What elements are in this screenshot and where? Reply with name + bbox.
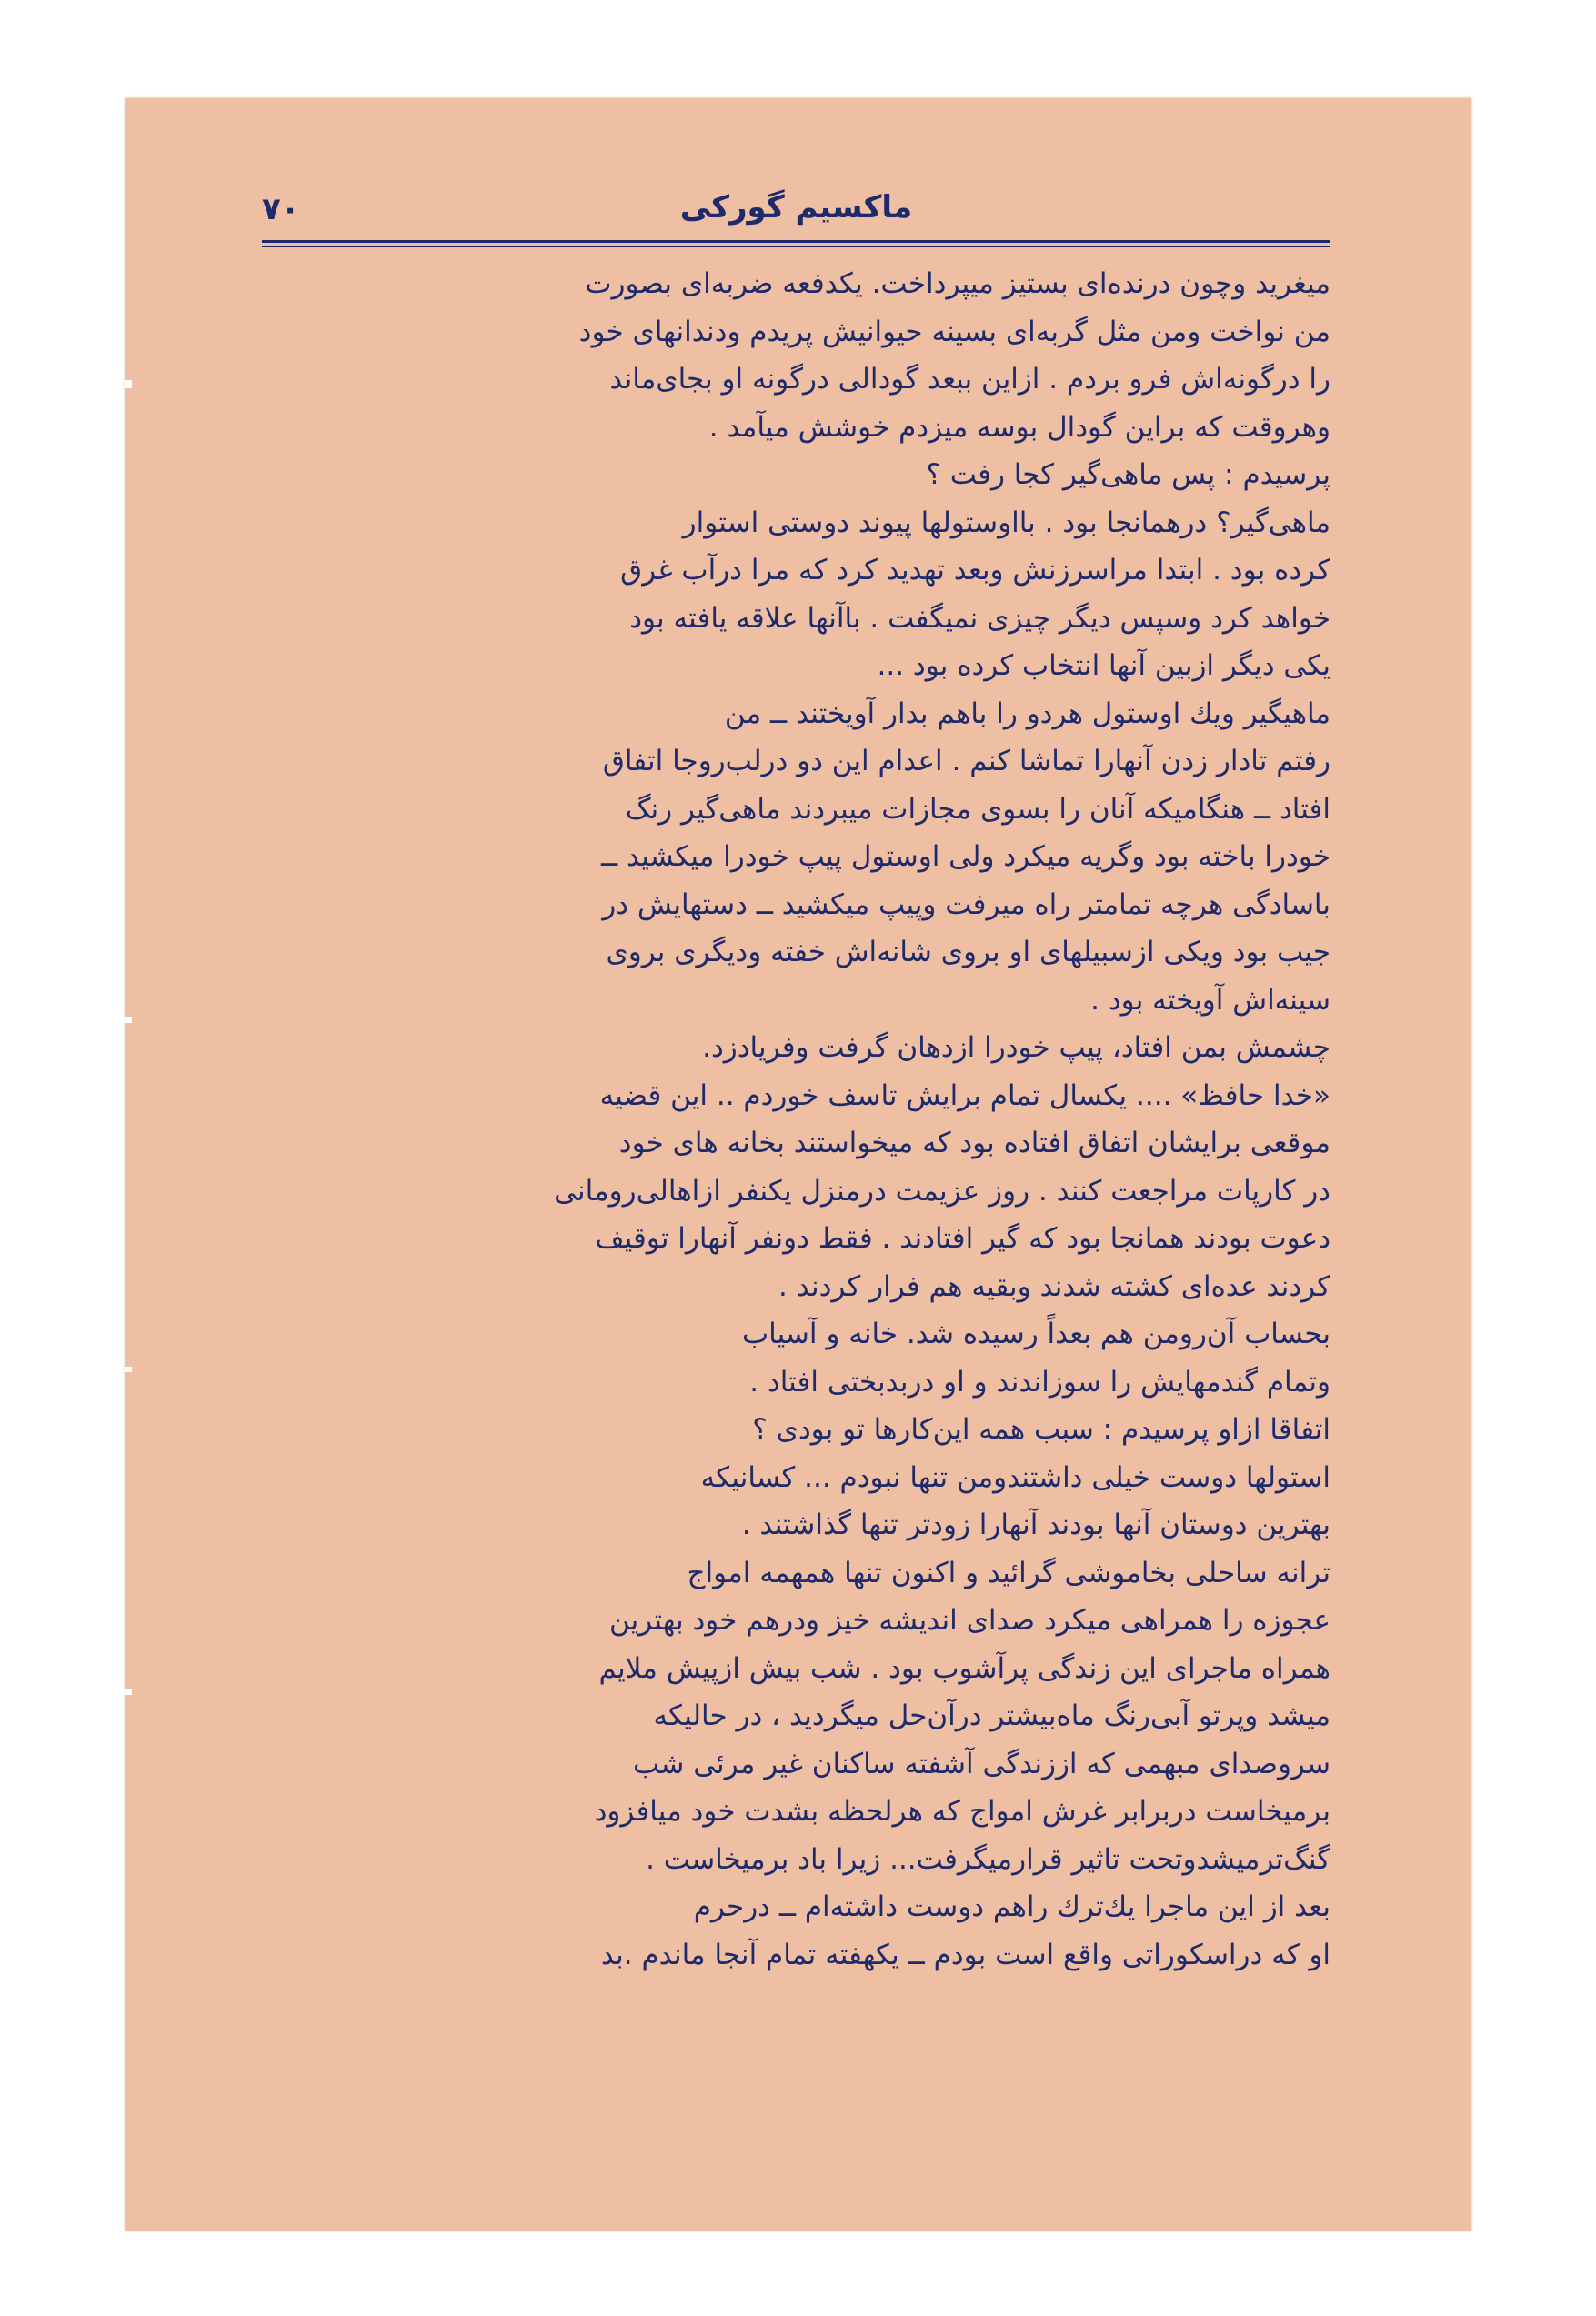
text-line: کردند عده‌ای کشته شدند وبقیه هم فرار کردند . — [778, 1269, 1330, 1303]
text-line: چشمش بمن افتاد، پیپ خودرا ازدهان گرفت وفریادزد. — [702, 1031, 1330, 1064]
text-line: پرسیدم : پس ماهی‌گیر کجا رفت ؟ — [926, 458, 1330, 491]
text-line: جیب بود ویکی ازسبیلهای او بروی شانه‌اش خفته ودیگری بروی — [606, 936, 1330, 968]
text-line: کرده بود . ابتدا مراسرزنش وبعد تهدید کرد که مرا درآب غرق — [620, 554, 1330, 587]
running-title: ماکسیم گورکی — [679, 189, 913, 226]
text-line: دعوت بودند همانجا بود که گیر افتادند . فقط دونفر آنهارا توقیف — [595, 1222, 1330, 1255]
text-line: استولها دوست خیلی داشتندومن تنها نبودم ... کسانیکه — [700, 1460, 1330, 1494]
text-line: ماهی‌گیر؟ درهمانجا بود . بااوستولها پیوند دوستی استوار — [682, 506, 1330, 539]
text-line: گنگ‌ترمیشدوتحت تاثیر قرارمیگرفت... زیرا باد برمیخاست . — [646, 1842, 1330, 1876]
text-line: یکی دیگر ازبین آنها انتخاب کرده بود ... — [877, 649, 1330, 682]
text-line: سینه‌اش آویخته بود . — [1090, 983, 1330, 1017]
page-number: ۷۰ — [262, 191, 300, 227]
text-line: میشد وپرتو آبی‌رنگ ماه‌بیشتر درآن‌حل میگردید ، در حالیکه — [653, 1699, 1330, 1732]
text-line: بعد از این ماجرا یك‌ترك راهم دوست داشته‌ام ــ درحرم — [693, 1890, 1330, 1923]
text-line: میغرید وچون درنده‌ای بستیز میپرداخت. یکدفعه ضربه‌ای بصورت — [585, 267, 1330, 300]
text-line: «خدا حافظ» .... یکسال تمام برایش تاسف خوردم .. این قضیه — [599, 1078, 1330, 1112]
punch-hole — [125, 1017, 132, 1023]
text-line: بهترین دوستان آنها بودند آنهارا زودتر تنها گذاشتند . — [741, 1509, 1330, 1541]
text-line: ترانه ساحلی بخاموشی گرائید و اکنون تنها همهمه امواج — [687, 1556, 1330, 1589]
text-line: ماهیگیر ویك اوستول هردو را باهم بدار آویختند ــ من — [724, 697, 1330, 730]
page-header — [262, 182, 1330, 236]
text-line: را درگونه‌اش فرو بردم . ازاین ببعد گودالی درگونه او بجای‌ماند — [609, 363, 1330, 396]
paper-sheet — [125, 98, 1471, 2231]
punch-hole — [125, 1689, 132, 1695]
text-line: باسادگی هرچه تمامتر راه میرفت وپیپ میکشید ــ دستهایش در — [602, 887, 1330, 921]
text-line: در کارپات مراجعت کنند . روز عزیمت درمنزل یکنفر ازاهالی‌رومانی — [554, 1174, 1330, 1208]
header-rule — [262, 240, 1330, 243]
text-line: سروصدای مبهمی که اززندگی آشفته ساکنان غیر مرئی شب — [632, 1747, 1330, 1780]
text-line: من نواخت ومن مثل گربه‌ای بسینه حیوانیش پریدم ودندانهای خود — [578, 315, 1330, 348]
text-line: اتفاقا ازاو پرسیدم : سبب همه این‌کارها تو بودی ؟ — [752, 1413, 1330, 1446]
header-rule-thin — [262, 246, 1330, 247]
text-line: وهروقت که براین گودال بوسه میزدم خوشش میآمد . — [708, 410, 1330, 444]
text-line: خودرا باخته بود وگریه میکرد ولی اوستول پیپ خودرا میکشید ــ — [600, 840, 1330, 873]
body-text — [262, 260, 1330, 2179]
text-line: عجوزه را همراهی میکرد صدای اندیشه خیز ودرهم خود بهترین — [609, 1604, 1330, 1637]
text-line: بحساب آن‌رومن هم بعداً رسیده شد. خانه و آسیاب — [741, 1318, 1330, 1350]
punch-hole — [125, 380, 132, 388]
text-line: او که دراسکوراتی واقع است بودم ــ یکهفته تمام آنجا ماندم .بد — [600, 1938, 1330, 1971]
text-line: وتمام گندمهایش را سوزاندند و او دربدبختی افتاد . — [749, 1365, 1330, 1399]
punch-hole — [125, 1367, 132, 1372]
text-line: موقعی برایشان اتفاق افتاده بود که میخواستند بخانه های خود — [618, 1127, 1330, 1159]
text-line: رفتم تادار زدن آنهارا تماشا کنم . اعدام این دو درلب‌روجا اتفاق — [602, 745, 1330, 777]
text-line: همراه ماجرای این زندگی پرآشوب بود . شب بیش ازپیش ملایم — [598, 1651, 1330, 1685]
text-line: برمیخاست دربرابر غرش امواج که هرلحظه بشدت خود میافزود — [594, 1795, 1330, 1828]
text-line: افتاد ــ هنگامیکه آنان را بسوی مجازات میبردند ماهی‌گیر رنگ — [625, 792, 1330, 826]
text-line: خواهد کرد وسپس دیگر چیزی نمیگفت . باآنها علاقه یافته بود — [629, 601, 1330, 635]
